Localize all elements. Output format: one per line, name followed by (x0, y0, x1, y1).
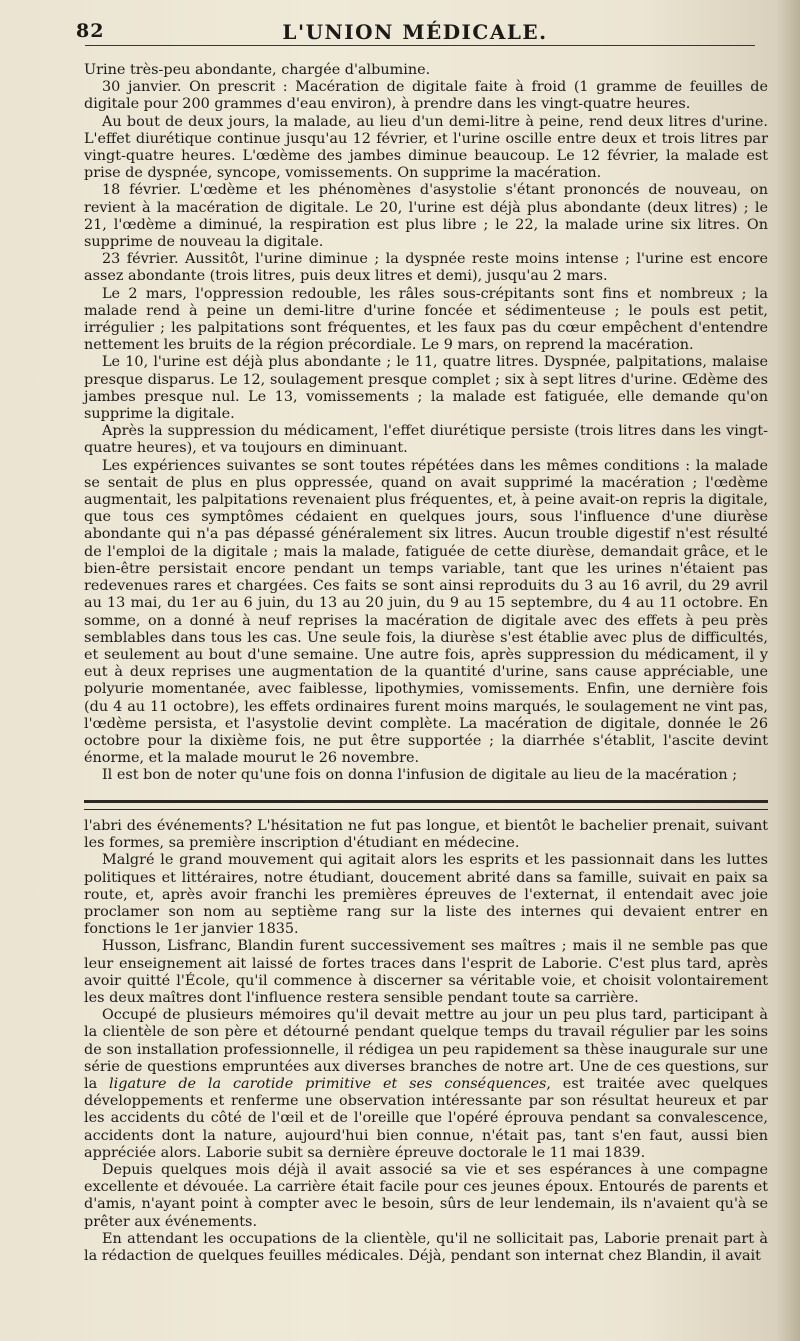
paragraph: Depuis quelques mois déjà il avait associé sa vie et ses espérances à une compagne excellente et dévouée. La carrière était facile pour ces jeunes époux. Entourés de parents et d'amis, n'ayant point à compter avec le besoin, sûrs de leur lendemain, ils n'avaient qu'à se prêter aux événements. (84, 1162, 768, 1230)
paragraph: l'abri des événements? L'hésitation ne fut pas longue, et bientôt le bachelier prenait, suivant les formes, sa première inscription d'étudiant en médecine. (84, 818, 768, 852)
paragraph: Urine très-peu abondante, chargée d'albumine. (84, 62, 431, 78)
page-number: 82 (76, 20, 105, 42)
paragraph-text: , est traitée avec quelques développements et renferme une observation intéressante par son résultat heureux et par les accidents du côté de l'œil et de l'oreille que l'opéré éprouva pendant sa convalescence, accidents dont la nature, aujourd'hui bien connue, n'était pas, tant s'en faut, aussi bien appréciée alors. Laborie subit sa dernière épreuve doctorale le 11 mai 1839. (84, 1076, 768, 1161)
feuilleton-article (84, 818, 768, 1265)
paragraph: Le 10, l'urine est déjà plus abondante ; le 11, quatre litres. Dyspnée, palpitations, malaise presque disparus. Le 12, soulagement presque complet ; six à sept litres d'urine. Œdème des jambes presque nul. Le 13, vomissements ; la malade est fatiguée, elle demande qu'on supprime la digitale. (84, 354, 768, 423)
paragraph: En attendant les occupations de la clientèle, qu'il ne sollicitait pas, Laborie prenait part à la rédaction de quelques feuilles médicales. Déjà, pendant son internat chez Blandin, il avait (84, 1230, 768, 1265)
paragraph: 23 février. Aussitôt, l'urine diminue ; la dyspnée reste moins intense ; l'urine est encore assez abondante (trois litres, puis deux litres et demi), jusqu'au 2 mars. (84, 251, 768, 285)
paragraph-text: Occupé de plusieurs mémoires qu'il devait mettre au jour un peu plus tard, participant à la clientèle de son père et détourné pendant quelque temps du travail régulier par les soins de son installation professionnelle, il rédigea un peu rapidement sa thèse inaugurale sur une série de questions empruntées aux diverses branches de notre art. Une de ces questions, sur la (84, 1007, 768, 1093)
paragraph: Husson, Lisfranc, Blandin furent successivement ses maîtres ; mais il ne semble pas que leur enseignement ait laissé de fortes traces dans l'esprit de Laborie. C'est plus tard, après avoir quitté l'École, qu'il commence à discerner sa véritable voie, et choisit volontairement les deux maîtres dont l'influence restera sensible pendant toute sa carrière. (84, 938, 768, 1007)
header-rule (85, 45, 755, 46)
thesis-title: ligature de la carotide primitive et ses conséquences (109, 1076, 547, 1093)
paragraph: Au bout de deux jours, la malade, au lieu d'un demi-litre à peine, rend deux litres d'urine. L'effet diurétique continue jusqu'au 12 février, et l'urine oscille entre deux et trois litres par vingt-quatre heures. L'œdème des jambes diminue beaucoup. Le 12 février, la malade est prise de dyspnée, syncope, vomissements. On supprime la macération. (84, 113, 768, 182)
paragraph: 18 février. L'œdème et les phénomènes d'asystolie s'étant prononcés de nouveau, on revient à la macération de digitale. Le 20, l'urine est déjà plus abondante (deux litres) ; le 21, l'œdème a diminué, la respiration est plus libre ; le 22, la malade urine six litres. On supprime de nouveau la digitale. (84, 182, 768, 251)
paragraph: Le 2 mars, l'oppression redouble, les râles sous-crépitants sont fins et nombreux ; la malade rend à peine un demi-litre d'urine foncée et sédimenteuse ; le pouls est petit, irrégulier ; les palpitations sont fréquentes, et les faux pas du cœur empêchent d'entendre nettement les bruits de la région précordiale. Le 9 mars, on reprend la macération. (84, 285, 768, 354)
running-title: L'UNION MÉDICALE. (282, 20, 548, 44)
paragraph: Les expériences suivantes se sont toutes répétées dans les mêmes conditions : la malade se sentait de plus en plus oppressée, quand on avait supprimé la macération ; l'œdème augmentait, les palpitations revenaient plus fréquentes, et, à peine avait-on repris la digitale, que tous ces symptômes cédaient en quelques jours, sous l'influence d'une diurèse abondante qui n'a pas dépassé généralement six litres. Aucun trouble digestif n'est résulté de l'emploi de la digitale ; mais la malade, fatiguée de cette diurèse, demandait grâce, et le bien-être persistait encore pendant un temps variable, tant que les urines n'étaient pas redevenues rares et chargées. Ces faits se sont ainsi reproduits du 3 au 16 avril, du 29 avril au 13 mai, du 1er au 6 juin, du 13 au 20 juin, du 9 au 15 septembre, du 4 au 11 octobre. En somme, on a donné à neuf reprises la macération de digitale avec des effets à peu près semblables dans tous les cas. Une seule fois, la diurèse s'est établie avec plus de difficultés, et seulement au bout d'une semaine. Une autre fois, après suppression du médicament, il y eut à deux reprises une augmentation de la quantité d'urine, sans cause appréciable, une polyurie momentanée, avec faiblesse, lipothymies, vomissements. Enfin, une dernière fois (du 4 au 11 octobre), les effets ordinaires furent moins marqués, le soulagement ne vint pas, l'œdème persista, et l'asystolie devint complète. La macération de digitale, donnée le 26 octobre pour la dixième fois, ne put être supportée ; la diarrhée s'établit, l'ascite devint énorme, et la malade mourut le 26 novembre. (84, 457, 768, 767)
paragraph: Il est bon de noter qu'une fois on donna l'infusion de digitale au lieu de la macération ; (102, 767, 738, 784)
main-article (84, 62, 768, 785)
paragraph: Après la suppression du médicament, l'effet diurétique persiste (trois litres dans les vingt-quatre heures), et va toujours en diminuant. (84, 423, 768, 457)
paragraph (84, 1007, 768, 1162)
page-header (70, 18, 760, 48)
paragraph: 30 janvier. On prescrit : Macération de digitale faite à froid (1 gramme de feuilles de digitale pour 200 grammes d'eau environ), à prendre dans les vingt-quatre heures. (84, 79, 768, 113)
feuilleton-divider (84, 800, 768, 810)
paragraph: Malgré le grand mouvement qui agitait alors les esprits et les passionnait dans les luttes politiques et littéraires, notre étudiant, doucement abrité dans sa famille, suivait en paix sa route, et, après avoir franchi les premières épreuves de l'externat, il entendait avec joie proclamer son nom au septième rang sur la liste des internes qui devaient entrer en fonctions le 1er janvier 1835. (84, 852, 768, 938)
